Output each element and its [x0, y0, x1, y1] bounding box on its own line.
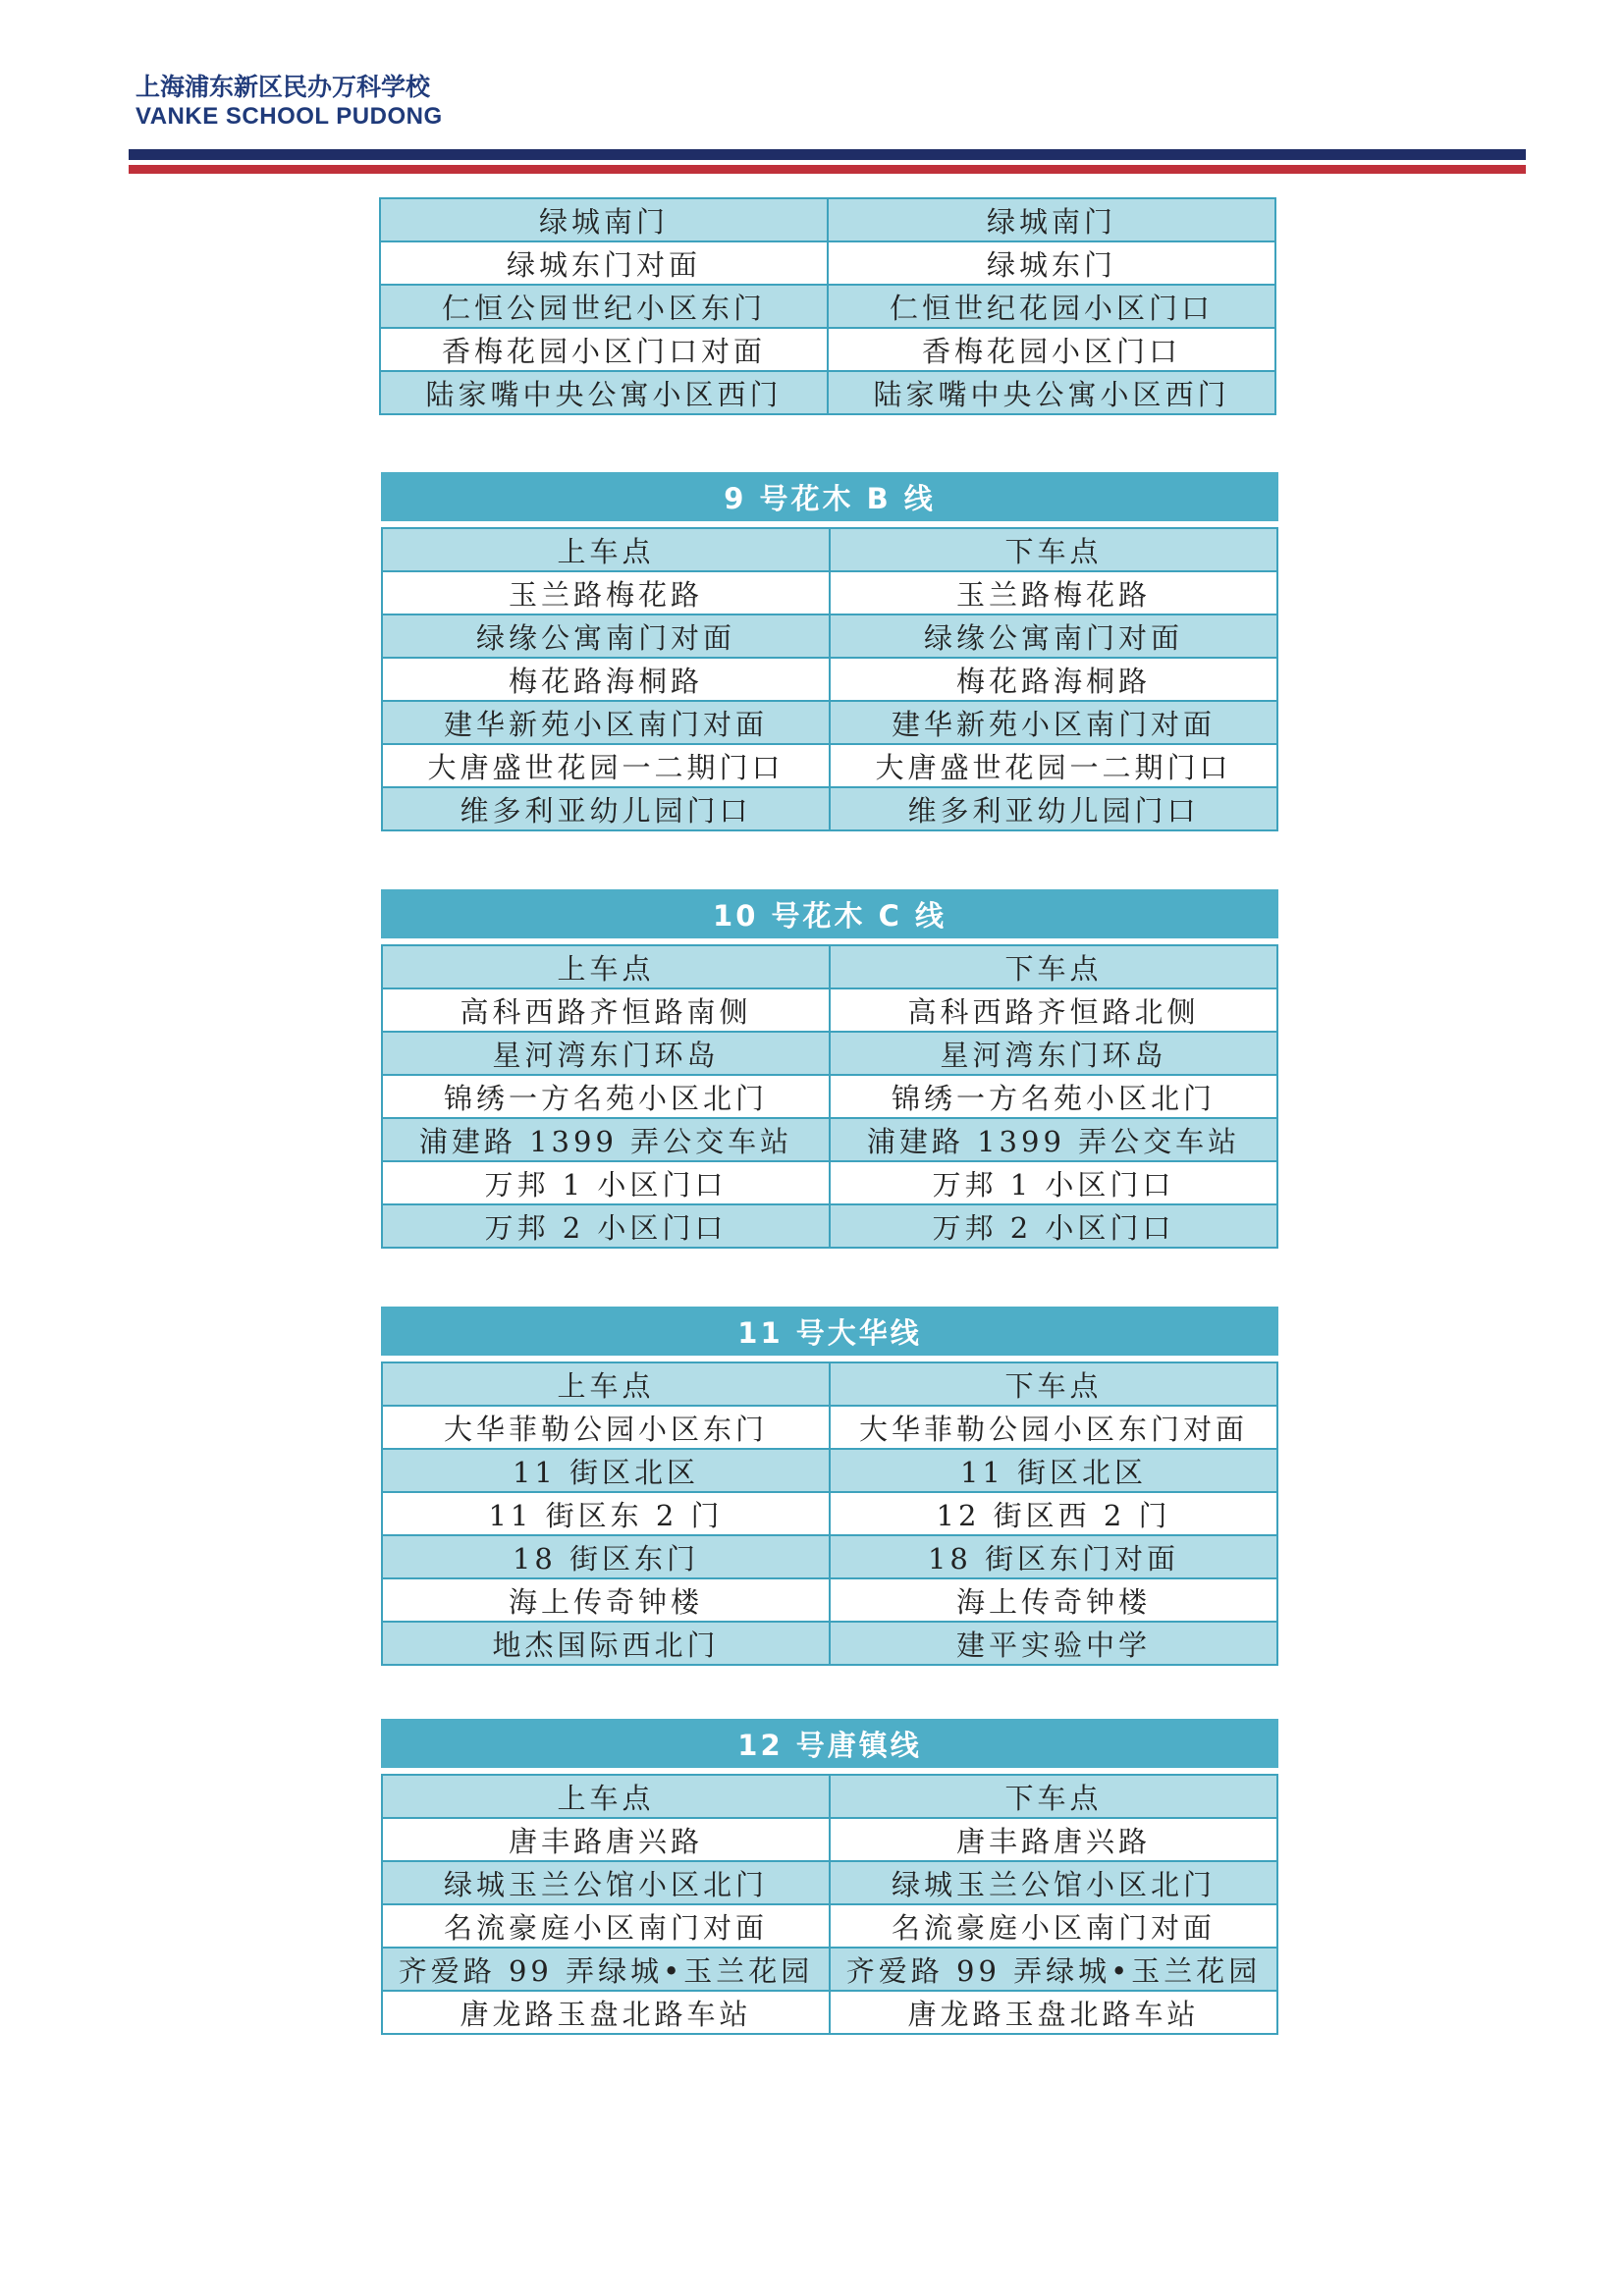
route-table-continued [379, 197, 1276, 415]
dropoff-stop: 建平实验中学 [830, 1622, 1277, 1665]
table-row [382, 701, 1277, 744]
column-header-dropoff: 下车点 [830, 1775, 1277, 1818]
table-row [382, 1449, 1277, 1492]
pickup-stop: 梅花路海桐路 [382, 658, 830, 701]
route-table-9 [381, 472, 1278, 831]
dropoff-stop: 海上传奇钟楼 [830, 1578, 1277, 1622]
pickup-stop: 星河湾东门环岛 [382, 1032, 830, 1075]
header-rule-red [129, 165, 1526, 174]
dropoff-stop: 万邦 2 小区门口 [830, 1204, 1277, 1248]
dropoff-stop: 玉兰路梅花路 [830, 571, 1277, 614]
pickup-stop: 齐爱路 99 弄绿城•玉兰花园 [382, 1948, 830, 1991]
route-title: 11 号大华线 [382, 1308, 1277, 1355]
column-header-pickup: 上车点 [382, 1362, 830, 1406]
table-row [382, 1861, 1277, 1904]
pickup-stop: 11 街区东 2 门 [382, 1492, 830, 1535]
dropoff-stop: 浦建路 1399 弄公交车站 [830, 1118, 1277, 1161]
header-rule-navy [129, 149, 1526, 160]
pickup-stop: 锦绣一方名苑小区北门 [382, 1075, 830, 1118]
dropoff-stop: 绿缘公寓南门对面 [830, 614, 1277, 658]
table-row [382, 1032, 1277, 1075]
pickup-stop: 唐龙路玉盘北路车站 [382, 1991, 830, 2034]
dropoff-stop: 万邦 1 小区门口 [830, 1161, 1277, 1204]
table-row [382, 744, 1277, 787]
table-row [382, 1948, 1277, 1991]
dropoff-stop: 锦绣一方名苑小区北门 [830, 1075, 1277, 1118]
pickup-stop: 陆家嘴中央公寓小区西门 [380, 371, 828, 414]
table-row [382, 658, 1277, 701]
pickup-stop: 11 街区北区 [382, 1449, 830, 1492]
pickup-stop: 香梅花园小区门口对面 [380, 328, 828, 371]
column-header-pickup: 上车点 [382, 945, 830, 988]
pickup-stop: 绿城玉兰公馆小区北门 [382, 1861, 830, 1904]
pickup-stop: 名流豪庭小区南门对面 [382, 1904, 830, 1948]
column-header-pickup: 上车点 [382, 1775, 830, 1818]
dropoff-stop: 星河湾东门环岛 [830, 1032, 1277, 1075]
pickup-stop: 万邦 1 小区门口 [382, 1161, 830, 1204]
pickup-stop: 海上传奇钟楼 [382, 1578, 830, 1622]
dropoff-stop: 高科西路齐恒路北侧 [830, 988, 1277, 1032]
table-row [382, 571, 1277, 614]
table-row [382, 1578, 1277, 1622]
pickup-stop: 大华菲勒公园小区东门 [382, 1406, 830, 1449]
table-row [382, 614, 1277, 658]
table-row [380, 198, 1275, 241]
pickup-stop: 建华新苑小区南门对面 [382, 701, 830, 744]
dropoff-stop: 陆家嘴中央公寓小区西门 [828, 371, 1275, 414]
pickup-stop: 绿缘公寓南门对面 [382, 614, 830, 658]
pickup-stop: 玉兰路梅花路 [382, 571, 830, 614]
table-row [380, 371, 1275, 414]
route-table-10 [381, 889, 1278, 1249]
table-row [382, 1075, 1277, 1118]
table-row [380, 241, 1275, 285]
table-header-row [382, 945, 1277, 988]
dropoff-stop: 12 街区西 2 门 [830, 1492, 1277, 1535]
table-row [382, 1406, 1277, 1449]
table-header-row [382, 1362, 1277, 1406]
table-row [382, 1535, 1277, 1578]
table-row [382, 1161, 1277, 1204]
dropoff-stop: 11 街区北区 [830, 1449, 1277, 1492]
dropoff-stop: 大华菲勒公园小区东门对面 [830, 1406, 1277, 1449]
table-row [382, 787, 1277, 830]
dropoff-stop: 18 街区东门对面 [830, 1535, 1277, 1578]
pickup-stop: 唐丰路唐兴路 [382, 1818, 830, 1861]
route-table-12 [381, 1719, 1278, 2035]
school-name-cn: 上海浦东新区民办万科学校 [135, 73, 431, 101]
dropoff-stop: 绿城玉兰公馆小区北门 [830, 1861, 1277, 1904]
table-row [382, 1991, 1277, 2034]
dropoff-stop: 香梅花园小区门口 [828, 328, 1275, 371]
column-header-dropoff: 下车点 [830, 1362, 1277, 1406]
school-name-en: VANKE SCHOOL PUDONG [135, 103, 443, 130]
table-row [382, 1492, 1277, 1535]
table-header-row [382, 1775, 1277, 1818]
pickup-stop: 浦建路 1399 弄公交车站 [382, 1118, 830, 1161]
dropoff-stop: 建华新苑小区南门对面 [830, 701, 1277, 744]
table-row [382, 1818, 1277, 1861]
table-row [382, 988, 1277, 1032]
dropoff-stop: 维多利亚幼儿园门口 [830, 787, 1277, 830]
pickup-stop: 18 街区东门 [382, 1535, 830, 1578]
dropoff-stop: 大唐盛世花园一二期门口 [830, 744, 1277, 787]
pickup-stop: 仁恒公园世纪小区东门 [380, 285, 828, 328]
pickup-stop: 绿城东门对面 [380, 241, 828, 285]
dropoff-stop: 梅花路海桐路 [830, 658, 1277, 701]
table-row [382, 1904, 1277, 1948]
column-header-dropoff: 下车点 [830, 945, 1277, 988]
pickup-stop: 万邦 2 小区门口 [382, 1204, 830, 1248]
pickup-stop: 绿城南门 [380, 198, 828, 241]
dropoff-stop: 名流豪庭小区南门对面 [830, 1904, 1277, 1948]
route-title: 10 号花木 C 线 [382, 890, 1277, 937]
pickup-stop: 地杰国际西北门 [382, 1622, 830, 1665]
dropoff-stop: 绿城南门 [828, 198, 1275, 241]
table-row [380, 328, 1275, 371]
dropoff-stop: 仁恒世纪花园小区门口 [828, 285, 1275, 328]
route-title: 12 号唐镇线 [382, 1720, 1277, 1767]
pickup-stop: 维多利亚幼儿园门口 [382, 787, 830, 830]
table-row [382, 1622, 1277, 1665]
table-row [382, 1204, 1277, 1248]
dropoff-stop: 唐丰路唐兴路 [830, 1818, 1277, 1861]
page-header [135, 73, 443, 132]
dropoff-stop: 齐爱路 99 弄绿城•玉兰花园 [830, 1948, 1277, 1991]
table-row [382, 1118, 1277, 1161]
dropoff-stop: 绿城东门 [828, 241, 1275, 285]
dropoff-stop: 唐龙路玉盘北路车站 [830, 1991, 1277, 2034]
table-header-row [382, 528, 1277, 571]
pickup-stop: 大唐盛世花园一二期门口 [382, 744, 830, 787]
column-header-dropoff: 下车点 [830, 528, 1277, 571]
column-header-pickup: 上车点 [382, 528, 830, 571]
route-table-11 [381, 1307, 1278, 1666]
route-title: 9 号花木 B 线 [382, 473, 1277, 520]
pickup-stop: 高科西路齐恒路南侧 [382, 988, 830, 1032]
table-row [380, 285, 1275, 328]
